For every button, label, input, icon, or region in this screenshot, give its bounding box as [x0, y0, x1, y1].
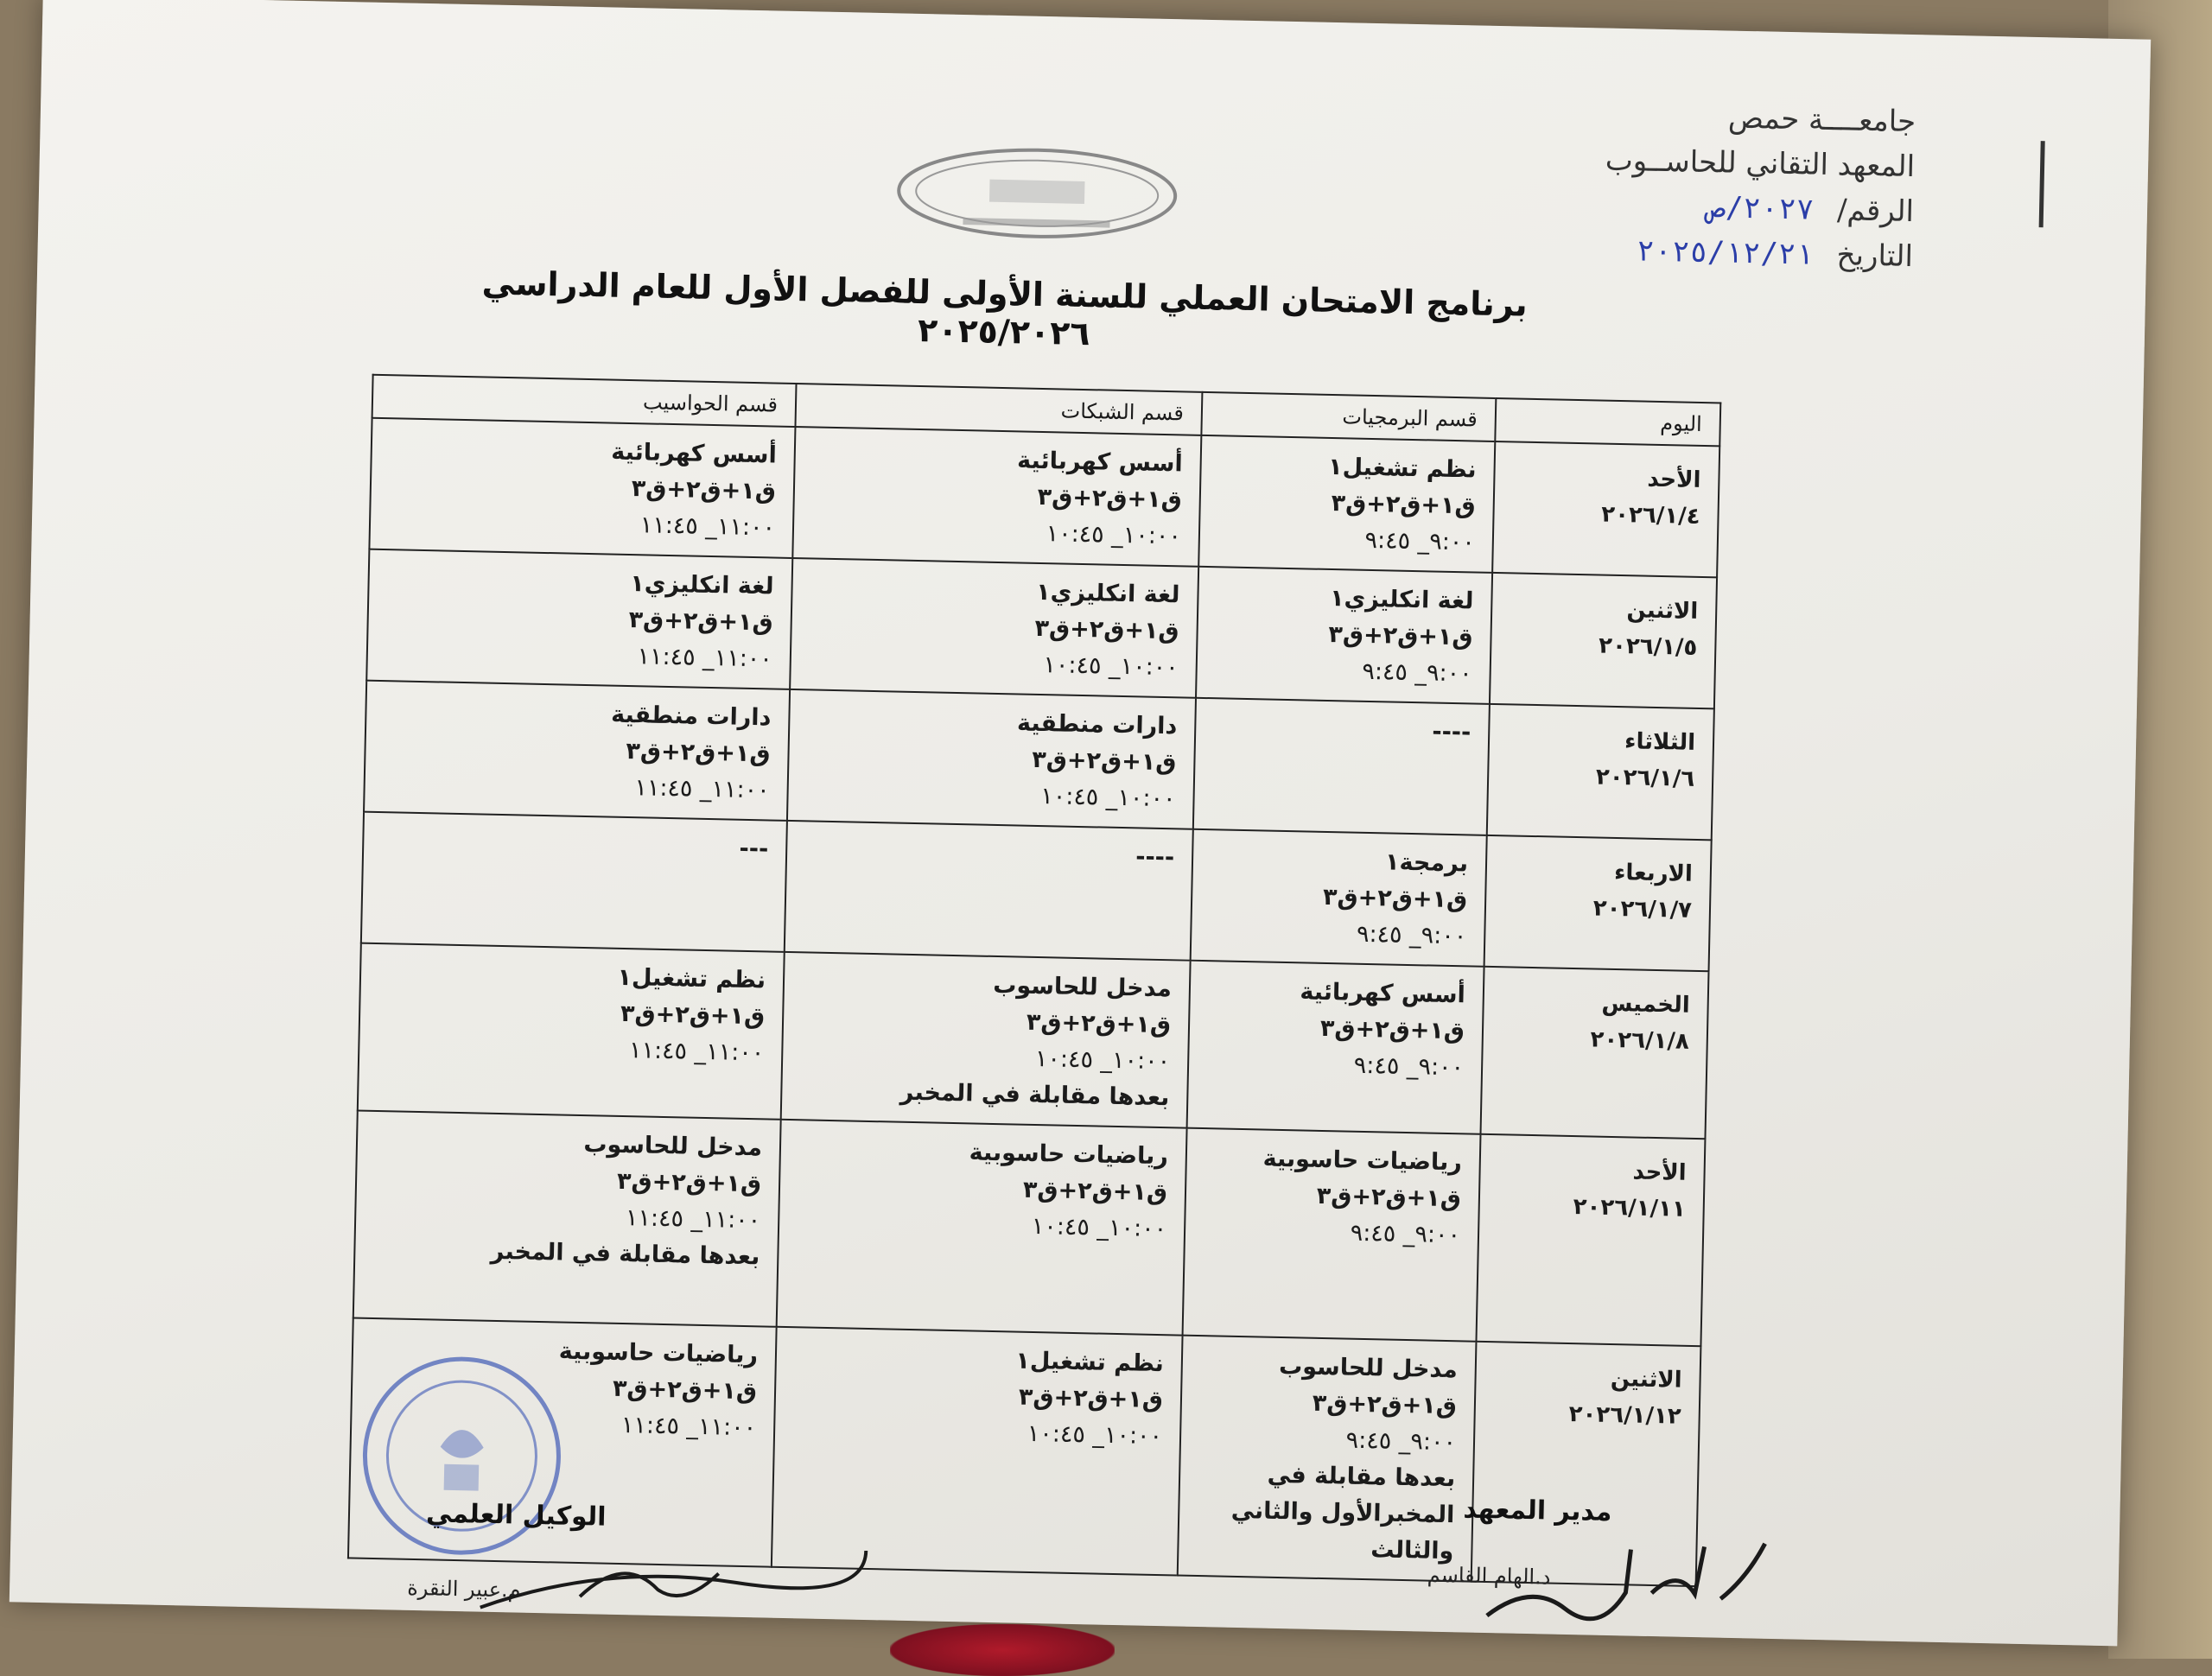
- exam-groups: ق١+ق٢+ق٣: [612, 1374, 758, 1406]
- day-name: الأحد: [1647, 466, 1701, 493]
- exam-subject: مدخل للحاسوب: [993, 971, 1173, 1003]
- exam-groups: ق١+ق٢+ق٣: [1322, 883, 1468, 914]
- exam-subject: نظم تشغيل١: [1015, 1347, 1165, 1378]
- day-date: ٢٠٢٦/١/٥: [1598, 632, 1698, 661]
- day-date: ٢٠٢٦/١/٤: [1601, 501, 1700, 530]
- exam-time: ١١:٠٠_ ١١:٤٥: [639, 511, 776, 542]
- day-name: الاثنين: [1610, 1366, 1682, 1393]
- deputy-signature: [475, 1526, 874, 1629]
- programming-exam-cell: [1183, 1128, 1481, 1342]
- day-name: الاربعاء: [1613, 859, 1694, 887]
- university-name: جامعــــة حمص: [1727, 100, 1916, 140]
- exam-groups: ق١+ق٢+ق٣: [616, 1167, 762, 1198]
- networks-exam-cell: [792, 427, 1201, 567]
- day-cell: [1476, 1134, 1705, 1346]
- header-programming: قسم البرمجيات: [1201, 392, 1496, 441]
- programming-exam-cell: [1193, 698, 1490, 835]
- programming-exam-cell: [1198, 435, 1495, 573]
- computers-exam-cell: [358, 943, 785, 1120]
- networks-exam-cell: [777, 1120, 1187, 1336]
- exam-subject: برمجة١: [1384, 848, 1469, 878]
- table-row: [353, 1111, 1706, 1347]
- exam-groups: ق١+ق٢+ق٣: [628, 606, 774, 637]
- exam-time: ١٠:٠٠_ ١٠:٤٥: [1046, 520, 1182, 550]
- date-value: ٢٠٢٥/١٢/٢١: [1636, 233, 1815, 272]
- exam-time: ٩:٠٠_ ٩:٤٥: [1362, 657, 1472, 688]
- exam-time: ١٠:٠٠_ ١٠:٤٥: [1027, 1419, 1163, 1451]
- day-name: الخميس: [1601, 990, 1690, 1019]
- exam-groups: ق١+ق٢+ق٣: [631, 475, 777, 505]
- exam-subject: مدخل للحاسوب: [1278, 1352, 1459, 1384]
- computers-exam-cell: [353, 1111, 781, 1327]
- computers-exam-cell: [361, 812, 787, 952]
- exam-subject: ---: [739, 835, 769, 863]
- day-date: ٢٠٢٦/١/٨: [1590, 1026, 1690, 1055]
- day-date: ٢٠٢٦/١/٦: [1595, 764, 1695, 792]
- exam-subject: دارات منطقية: [610, 701, 772, 732]
- exam-groups: ق١+ق٢+ق٣: [626, 737, 771, 768]
- date-label: التاريخ: [1836, 238, 1914, 275]
- programming-exam-cell: [1187, 961, 1484, 1134]
- day-cell: [1487, 704, 1714, 840]
- day-name: الاثنين: [1626, 597, 1699, 625]
- deputy-name: م.عبير النقرة: [406, 1575, 521, 1603]
- exam-groups: ق١+ق٢+ق٣: [1331, 490, 1477, 520]
- programming-exam-cell: [1191, 829, 1487, 967]
- exam-subject: رياضيات حاسوبية: [558, 1337, 759, 1369]
- director-name: د.الهام القاسم: [1427, 1562, 1551, 1590]
- exam-groups: ق١+ق٢+ق٣: [1018, 1383, 1164, 1414]
- margin-mark: [2039, 141, 2045, 227]
- exam-time: ١١:٠٠_ ١١:٤٥: [637, 643, 773, 673]
- computers-exam-cell: [369, 418, 795, 558]
- day-name: الأحد: [1632, 1159, 1687, 1186]
- day-date: ٢٠٢٦/١/١١: [1573, 1194, 1687, 1222]
- letterhead: [1463, 90, 1916, 279]
- university-logo: [893, 143, 1180, 244]
- exam-time: ٩:٠٠_ ٩:٤٥: [1364, 526, 1476, 556]
- exam-time: ١١:٠٠_ ١١:٤٥: [625, 1204, 761, 1235]
- exam-subject: لغة انكليزي١: [1035, 578, 1180, 609]
- reference-value: ٢٠٢٧/ص: [1707, 190, 1815, 227]
- exam-groups: ق١+ق٢+ق٣: [1312, 1389, 1458, 1420]
- exam-time: ١١:٠٠_ ١١:٤٥: [634, 774, 770, 804]
- exam-groups: ق١+ق٢+ق٣: [1022, 1176, 1168, 1207]
- exam-note: بعدها مقابلة في المخبر: [490, 1237, 760, 1271]
- networks-exam-cell: [785, 821, 1193, 961]
- programming-exam-cell: [1178, 1336, 1477, 1582]
- networks-exam-cell: [787, 689, 1196, 829]
- table-row: [358, 943, 1709, 1140]
- computers-exam-cell: [366, 549, 792, 689]
- exam-time: ١٠:٠٠_ ١٠:٤٥: [1039, 783, 1176, 813]
- exam-time: ١٠:٠٠_ ١٠:٤٥: [1031, 1212, 1167, 1243]
- exam-subject: أسس كهربائية: [1300, 978, 1466, 1009]
- exam-groups: ق١+ق٢+ق٣: [1032, 746, 1177, 777]
- day-cell: [1492, 441, 1719, 577]
- exam-subject: نظم تشغيل١: [617, 963, 766, 994]
- exam-time: ١٠:٠٠_ ١٠:٤٥: [1043, 651, 1179, 682]
- networks-exam-cell: [781, 952, 1191, 1128]
- exam-time: ٩:٠٠_ ٩:٤٥: [1356, 920, 1467, 950]
- exam-groups: ق١+ق٢+ق٣: [1328, 620, 1473, 651]
- header-day: اليوم: [1495, 398, 1720, 446]
- networks-exam-cell: [790, 558, 1198, 698]
- day-cell: [1481, 967, 1709, 1139]
- exam-subject: أسس كهربائية: [1016, 447, 1184, 478]
- exam-time: ١٠:٠٠_ ١٠:٤٥: [1034, 1044, 1171, 1076]
- exam-subject: دارات منطقية: [1016, 709, 1178, 740]
- exam-groups: ق١+ق٢+ق٣: [1037, 483, 1183, 514]
- exam-groups: ق١+ق٢+ق٣: [620, 1000, 766, 1031]
- header-computers: قسم الحواسيب: [372, 375, 797, 427]
- exam-groups: ق١+ق٢+ق٣: [1319, 1014, 1465, 1045]
- exam-time: ٩:٠٠_ ٩:٤٥: [1353, 1051, 1465, 1082]
- director-signature: [1478, 1529, 1774, 1630]
- red-object: [890, 1624, 1115, 1676]
- day-date: ٢٠٢٦/١/١٢: [1568, 1401, 1682, 1430]
- exam-time: ١١:٠٠_ ١١:٤٥: [628, 1037, 765, 1067]
- document-title: برنامج الامتحان العملي للسنة الأولى للفصل الأول للعام الدراسي ٢٠٢٥/٢٠٢٦: [481, 263, 1529, 353]
- day-date: ٢٠٢٦/١/٧: [1592, 895, 1693, 924]
- day-name: الثلاثاء: [1624, 728, 1696, 756]
- day-cell: [1490, 573, 1717, 708]
- exam-groups: ق١+ق٢+ق٣: [1026, 1008, 1172, 1039]
- director-title: مدير المعهد: [1463, 1494, 1612, 1528]
- exam-groups: ق١+ق٢+ق٣: [1034, 614, 1179, 645]
- deputy-title: الوكيل العلمي: [425, 1498, 607, 1533]
- exam-subject: ----: [1432, 718, 1471, 746]
- exam-time: ٩:٠٠_ ٩:٤٥: [1345, 1426, 1457, 1457]
- exam-note: بعدها مقابلة في المخبر: [899, 1078, 1170, 1112]
- reference-label: الرقم/: [1836, 193, 1915, 230]
- exam-subject: رياضيات حاسوبية: [969, 1139, 1169, 1171]
- programming-exam-cell: [1196, 567, 1492, 704]
- exam-subject: ----: [1135, 843, 1175, 872]
- exam-note: بعدها مقابلة في المخبرالأول والثاني والثالث: [1230, 1461, 1456, 1565]
- exam-subject: رياضيات حاسوبية: [1262, 1145, 1463, 1177]
- exam-subject: نظم تشغيل١: [1327, 453, 1477, 484]
- exam-subject: لغة انكليزي١: [629, 570, 774, 600]
- date-line: [1463, 225, 1913, 279]
- exam-time: ٩:٠٠_ ٩:٤٥: [1350, 1219, 1461, 1249]
- institute-name: المعهد التقاني للحاســوب: [1605, 143, 1916, 185]
- exam-groups: ق١+ق٢+ق٣: [1316, 1182, 1462, 1213]
- exam-subject: لغة انكليزي١: [1329, 585, 1474, 615]
- header-networks: قسم الشبكات: [795, 384, 1202, 435]
- computers-exam-cell: [364, 681, 790, 821]
- day-cell: [1484, 835, 1712, 971]
- exam-subject: مدخل للحاسوب: [583, 1131, 763, 1162]
- exam-time: ١١:٠٠_ ١١:٤٥: [620, 1412, 757, 1442]
- exam-subject: أسس كهربائية: [610, 438, 778, 469]
- document-page: [10, 0, 2151, 1646]
